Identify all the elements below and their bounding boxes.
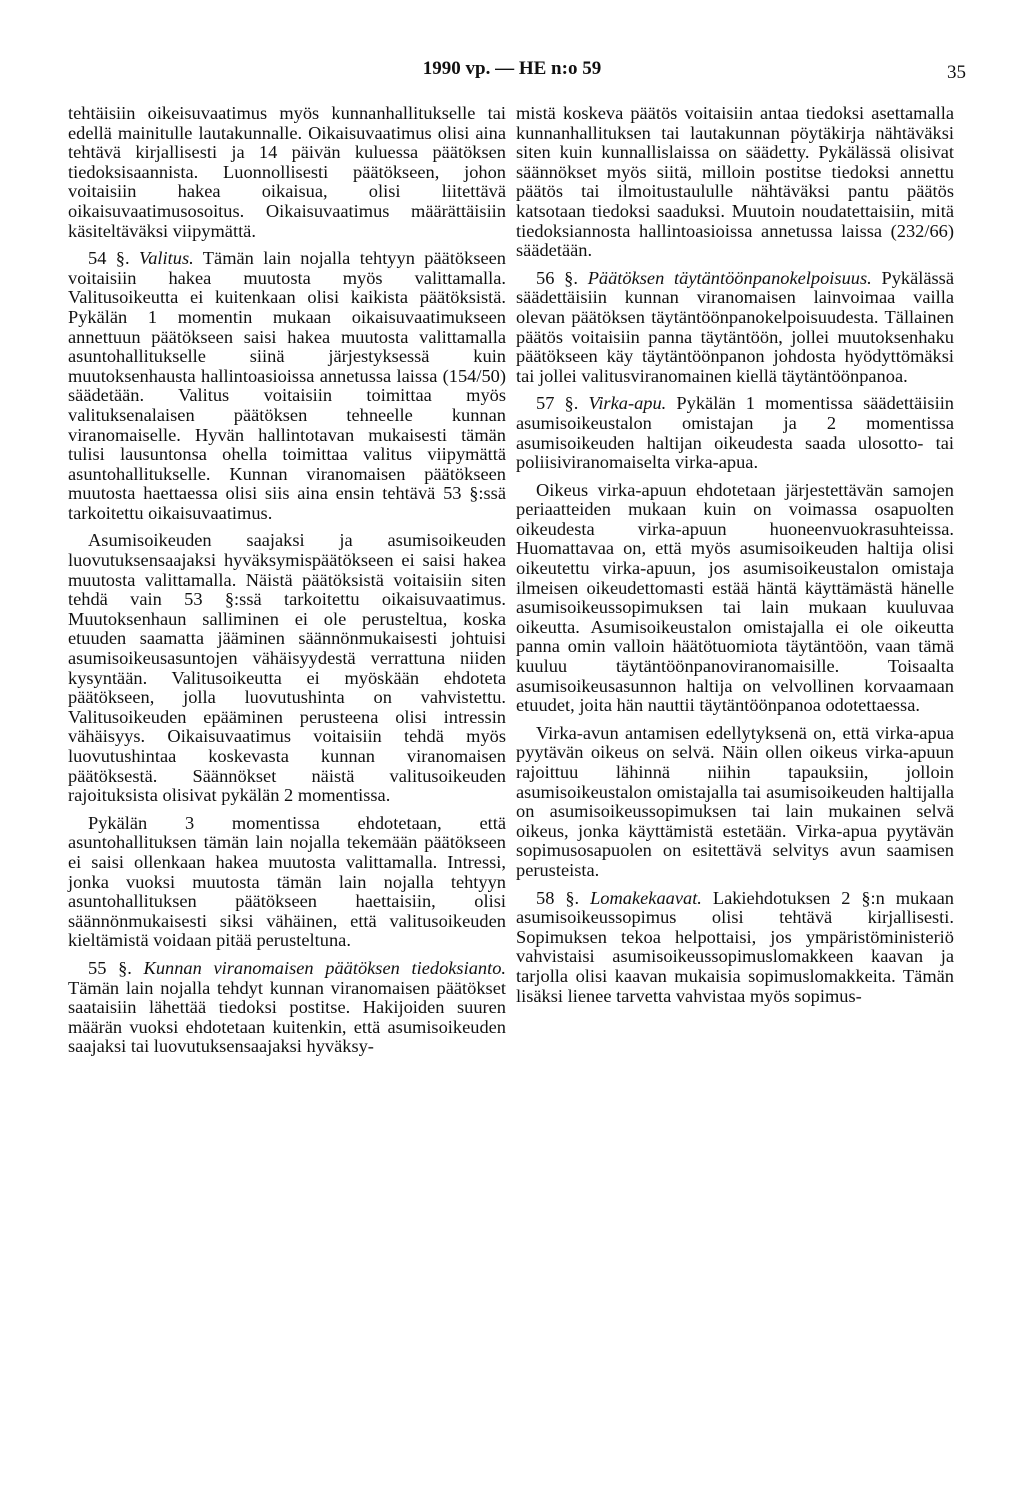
section-text: Tämän lain nojalla tehtyyn päätökseen voitaisiin hakea muutosta myös valittamalla. Valitusoikeutta ei kuitenkaan olisi kaikista päätöksistä. Pykälän 1 momentin mukaan oikaisuvaatimukseen annettuun päätökseen saisi hakea muutosta valittamalla asuntohallitukselle siinä järjestyksessä kuin muutoksenhausta hallintoasioissa annetussa laissa (154/50) säädetään. Valitus voitaisiin toimittaa myös valituksenalaisen päätöksen tehneelle kunnan viranomaiselle. Hyvän hallintotavan mukaisesti tämän tulisi lausuntonsa ohella toimittaa valitus viipymättä asuntohallitukselle. Kunnan viranomaisen päätökseen muutosta haettaessa olisi siis aina ensin tehtävä 53 §:ssä tarkoitettu oikaisuvaatimus. <box>68 248 507 523</box>
section-title: Päätöksen täytäntöönpanokelpoisuus. <box>587 267 872 288</box>
page-header <box>0 58 1024 90</box>
section-text: Pykälän 1 momentissa säädettäisiin asumisoikeustalon omistajan ja 2 momentissa asumisoikeuden haltijan oikeudesta saada ulosotto- tai poliisiviranomaiselta virka-apua. <box>516 393 954 473</box>
right-column <box>516 104 954 1006</box>
paragraph: Oikeus virka-apuun ehdotetaan järjestettävän samojen periaatteiden mukaan kuin on voimassa osapuolten oikeudesta virka-apuun huoneenvuokrasuhteissa. Huomattavaa on, että myös asumisoikeuden haltija olisi oikeutettu virka-apuun, jos asumisoikeustalon omistaja ilmeisen oikeudettomasti estää häntä käyttämästä hänelle asumisoikeussopimuksen tai lain mukaan kuuluvaa oikeutta. Asumisoikeustalon omistajalla ei ole oikeutta panna omin valloin häätötuomiota täytäntöön, vaan tämä kuuluu täytäntöönpanoviranomaisille. Toisaalta asumisoikeusasunnon haltija on velvollinen korvaamaan etuudet, joita hän nauttii täytäntöönpanoa odotettaessa. <box>516 479 954 716</box>
section-58 <box>516 889 954 1007</box>
running-title: 1990 vp. — HE n:o 59 <box>422 58 602 79</box>
section-57 <box>516 394 954 472</box>
page-number: 35 <box>947 62 966 83</box>
left-column <box>68 104 506 1057</box>
section-55 <box>68 959 506 1057</box>
paragraph: Virka-avun antamisen edellytyksenä on, että virka-apua pyytävän oikeus on selvä. Näin ollen oikeus virka-apuun rajoittuu lähinnä niihin tapauksiin, jolloin asumisoikeustalon omistajalla tai asumisoikeuden haltijalla on asumisoikeussopimuksen tai lain mukainen selvä oikeus, jonka käyttämistä estetään. Virka-apua pyytävän sopimusosapuolen on esitettävä selvitys avun saamisen perusteista. <box>516 722 954 880</box>
section-text: Lakiehdotuksen 2 §:n mukaan asumisoikeussopimus olisi tehtävä kirjallisesti. Sopimuksen tekoa helpottaisi, jos ympäristöministeriö vahvistaisi asumisoikeussopimuslomakkeen kaavan ja tarjolla olisi kaavan mukaisia sopimuslomakkeita. Tämän lisäksi lienee tarvetta vahvistaa myös sopimus- <box>516 887 955 1006</box>
section-56 <box>516 269 954 387</box>
section-number: 58 §. <box>536 887 580 908</box>
section-number: 55 §. <box>88 957 132 978</box>
section-title: Valitus. <box>139 248 194 269</box>
section-title: Virka-apu. <box>588 393 667 414</box>
paragraph: tehtäisiin oikeisuvaatimus myös kunnanhallitukselle tai edellä mainitulle lautakunnalle. Oikaisuvaatimus olisi aina tehtävä kirjallisesti ja 14 päivän kuluessa päätöksen tiedoksisaannista. Luonnollisesti päätökseen, johon voitaisiin hakea oikaisua, olisi liitettävä oikaisuvaatimusosoitus. Oikaisuvaatimus määrättäisiin käsiteltäväksi viipymättä. <box>68 103 506 241</box>
section-54 <box>68 249 506 523</box>
section-text: Tämän lain nojalla tehdyt kunnan viranomaisen päätökset saataisiin lähettää tiedoksi postitse. Hakijoiden suuren määrän vuoksi ehdotetaan kuitenkin, että asumisoikeuden saajaksi tai luovutuksensaajaksi hyväksy- <box>68 977 506 1057</box>
section-number: 56 §. <box>536 267 578 288</box>
paragraph: mistä koskeva päätös voitaisiin antaa tiedoksi asettamalla kunnanhallituksen tai lautakunnan pöytäkirja nähtäväksi siten kuin kunnallislaissa on säädetty. Pykälässä olisivat säännökset myös siitä, milloin postitse tiedoksi annettu päätös tai ilmoitustaululle nähtäväksi pantu päätös katsotaan tiedoksi saaduksi. Muutoin noudatettaisiin, mitä tiedoksiannosta hallintoasioissa annetussa laissa (232/66) säädetään. <box>516 103 954 261</box>
section-text: Pykälässä säädettäisiin kunnan viranomaisen lainvoimaa vailla olevan päätöksen täytäntöönpanokelpoisuudesta. Tällainen päätös voitaisiin panna täytäntöön, jollei muutoksenhaku päätökseen käy täytäntöönpanon johdosta hyödyttömäksi tai jollei valitusviranomainen kiellä täytäntöönpanoa. <box>516 267 954 386</box>
section-title: Lomakekaavat. <box>590 887 702 908</box>
section-number: 57 §. <box>536 393 579 414</box>
section-number: 54 §. <box>88 248 130 269</box>
section-title: Kunnan viranomaisen päätöksen tiedoksianto. <box>143 957 506 978</box>
paragraph: Asumisoikeuden saajaksi ja asumisoikeuden luovutuksensaajaksi hyväksymispäätökseen ei saisi hakea muutosta valittamalla. Näistä päätöksistä voitaisiin siten tehdä vain 53 §:ssä tarkoitettu oikaisuvaatimus. Muutoksenhaun salliminen ei ole perusteltua, koska etuuden saamatta jääminen säännönmukaisesti johtuisi asumisoikeusasuntojen vähäisyydestä verrattuna niiden kysyntään. Valitusoikeutta ei myöskään ehdoteta päätökseen, jolla luovutushinta on vahvistettu. Valitusoikeuden epääminen perusteena olisi intressin vähäisyys. Oikaisuvaatimus voitaisiin tehdä myös luovutushintaa koskevasta kunnan viranomaisen päätöksestä. Säännökset näistä valitusoikeuden rajoituksista olisivat pykälän 2 momentissa. <box>68 530 506 806</box>
paragraph: Pykälän 3 momentissa ehdotetaan, että asuntohallituksen tämän lain nojalla tekemään päätökseen ei saisi ollenkaan hakea muutosta valittamalla. Intressi, jonka vuoksi muutosta tämän lain nojalla tehtyyn asuntohallituksen päätökseen haettaisiin, olisi säännönmukaisesti siksi vähäinen, että valitusoikeuden kieltämistä voidaan pitää perusteltuna. <box>68 812 506 951</box>
